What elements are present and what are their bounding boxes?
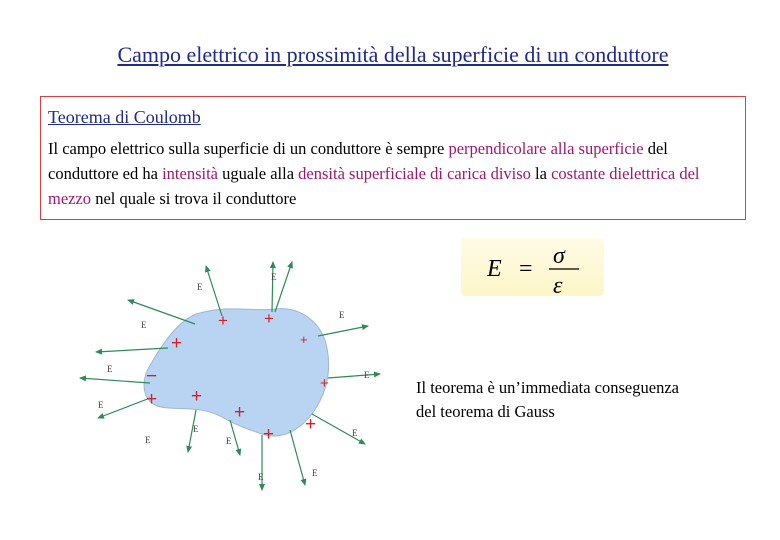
field-arrow: [128, 300, 195, 324]
theorem-heading: Teorema di Coulomb: [48, 107, 201, 127]
field-label: E: [339, 310, 345, 320]
statement-text-5: nel quale si trova il conduttore: [91, 189, 297, 208]
charge-plus: +: [218, 311, 228, 330]
charge-minus: −: [146, 366, 158, 387]
charge-plus: +: [300, 332, 308, 347]
formula-denominator: ε: [553, 273, 563, 296]
gauss-note-line-1: Il teorema è un’immediata conseguenza: [416, 378, 679, 397]
field-arrow: [272, 262, 273, 312]
field-label: E: [107, 364, 113, 374]
charge-plus: +: [234, 402, 246, 423]
field-label: E: [226, 436, 232, 446]
highlight-dielectric-constant: costante dielettrica del mezzo: [48, 164, 700, 208]
page-title: Campo elettrico in prossimità della superficie di un conduttore: [117, 42, 669, 67]
field-label: E: [98, 400, 104, 410]
field-label: E: [352, 428, 358, 438]
field-arrow: [80, 378, 150, 383]
formula-lhs: E: [487, 256, 502, 282]
field-label: E: [364, 370, 370, 380]
formula-numerator: σ: [553, 243, 565, 269]
field-label: E: [271, 272, 277, 282]
formula-equals: =: [519, 256, 533, 282]
statement-text-3: uguale alla: [218, 164, 299, 183]
highlight-charge-density: densità superficiale di carica diviso: [298, 164, 531, 183]
field-label: E: [145, 435, 151, 445]
field-label: E: [312, 468, 318, 478]
gauss-note-line-2: del teorema di Gauss: [416, 402, 555, 421]
charge-plus: +: [146, 389, 158, 410]
field-arrow: [328, 374, 380, 378]
field-label: E: [197, 282, 203, 292]
field-arrow: [98, 398, 150, 418]
charge-plus: +: [191, 386, 203, 407]
charge-plus: +: [305, 414, 317, 435]
gauss-note: [416, 376, 756, 424]
statement-text-2: del conduttore ed ha: [48, 139, 668, 183]
field-arrow: [206, 266, 222, 316]
field-label: E: [193, 424, 199, 434]
field-arrow: [96, 348, 168, 352]
charge-plus: +: [320, 375, 329, 392]
charge-plus: +: [263, 424, 275, 445]
field-arrow: [318, 326, 368, 336]
highlight-intensity: intensità: [162, 164, 218, 183]
field-label: E: [258, 472, 264, 482]
field-label: E: [141, 320, 147, 330]
statement-text-1: Il campo elettrico sulla superficie di un conduttore è sempre: [48, 139, 449, 158]
charge-plus: +: [264, 309, 274, 328]
statement-text-4: la: [530, 164, 552, 183]
field-arrow: [290, 430, 305, 485]
field-arrow: [275, 262, 292, 312]
highlight-perpendicular: perpendicolare alla superficie: [448, 139, 644, 158]
charge-plus: +: [171, 333, 183, 354]
